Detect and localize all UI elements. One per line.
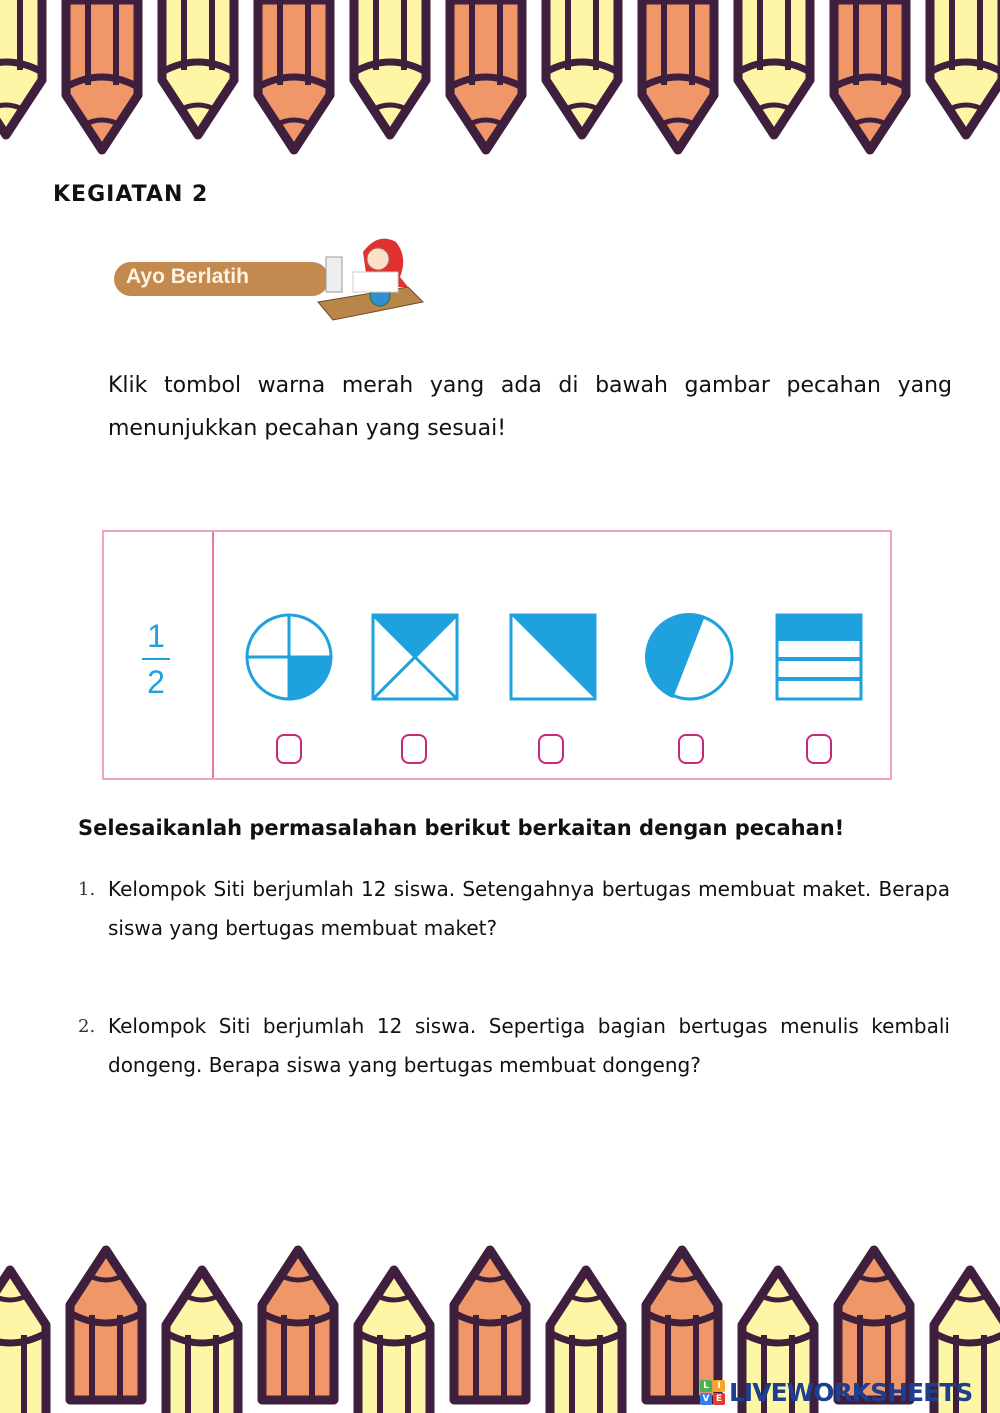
pencil-icon xyxy=(354,0,426,135)
liveworksheets-logo xyxy=(700,1380,725,1405)
logo-letter: I xyxy=(713,1380,725,1392)
problems-heading: Selesaikanlah permasalahan berikut berkaitan dengan pecahan! xyxy=(78,816,845,840)
pencil-icon xyxy=(0,0,42,135)
pencil-icon xyxy=(834,0,906,150)
option-1-shape xyxy=(244,612,334,702)
pencil-icon xyxy=(262,1250,334,1400)
pencil-icon xyxy=(738,0,810,135)
fraction-numerator: 1 xyxy=(147,618,165,654)
pencil-icon xyxy=(66,0,138,150)
banner-label: Ayo Berlatih xyxy=(126,265,249,288)
instruction-text xyxy=(108,364,952,450)
ayo-berlatih-banner xyxy=(108,232,428,332)
question-text: Kelompok Siti berjumlah 12 siswa. Sepertiga bagian bertugas menulis kembali dongeng. Berapa siswa yang bertugas membuat dongeng? xyxy=(108,1014,950,1077)
pencil-icon xyxy=(162,0,234,135)
instruction-line-1: Klik tombol warna merah yang ada di bawah gambar pecahan yang xyxy=(108,373,952,398)
pencil-icon xyxy=(358,1270,430,1413)
pencil-icon xyxy=(258,0,330,150)
question-text: Kelompok Siti berjumlah 12 siswa. Setengahnya bertugas membuat maket. Berapa siswa yang bertugas membuat maket? xyxy=(108,877,950,940)
pencil-icon xyxy=(166,1270,238,1413)
option-3-shape xyxy=(508,612,598,702)
question-number: 1. xyxy=(78,879,96,900)
option-4-checkbox[interactable] xyxy=(678,734,704,764)
option-3-checkbox[interactable] xyxy=(538,734,564,764)
fraction-bar xyxy=(142,658,170,660)
pencil-icon xyxy=(70,1250,142,1400)
task-divider xyxy=(212,532,214,778)
pencil-icon xyxy=(550,1270,622,1413)
pencil-icon xyxy=(454,1250,526,1400)
pencil-icon xyxy=(930,0,1000,135)
fraction-denominator: 2 xyxy=(147,664,165,700)
pencil-icon xyxy=(0,1270,46,1413)
pencil-icon xyxy=(546,0,618,135)
option-2-shape xyxy=(370,612,460,702)
fraction-task-box xyxy=(102,530,892,780)
option-2-checkbox[interactable] xyxy=(401,734,427,764)
question-number: 2. xyxy=(78,1016,96,1037)
option-5-checkbox[interactable] xyxy=(806,734,832,764)
watermark-text: LIVEWORKSHEETS xyxy=(729,1378,973,1407)
option-4-shape xyxy=(645,612,735,702)
target-fraction xyxy=(136,618,176,700)
activity-heading: KEGIATAN 2 xyxy=(53,182,209,207)
pencil-icon xyxy=(450,0,522,150)
question-1 xyxy=(78,870,950,948)
student-illustration xyxy=(308,232,428,327)
pencil-border-top xyxy=(0,0,1000,170)
question-2 xyxy=(78,1007,950,1085)
logo-letter: L xyxy=(700,1380,712,1392)
liveworksheets-watermark xyxy=(700,1378,972,1407)
option-5-shape xyxy=(774,612,864,702)
logo-letter: E xyxy=(713,1393,725,1405)
logo-letter: V xyxy=(700,1393,712,1405)
option-1-checkbox[interactable] xyxy=(276,734,302,764)
instruction-line-2: menunjukkan pecahan yang sesuai! xyxy=(108,416,507,441)
pencil-icon xyxy=(642,0,714,150)
